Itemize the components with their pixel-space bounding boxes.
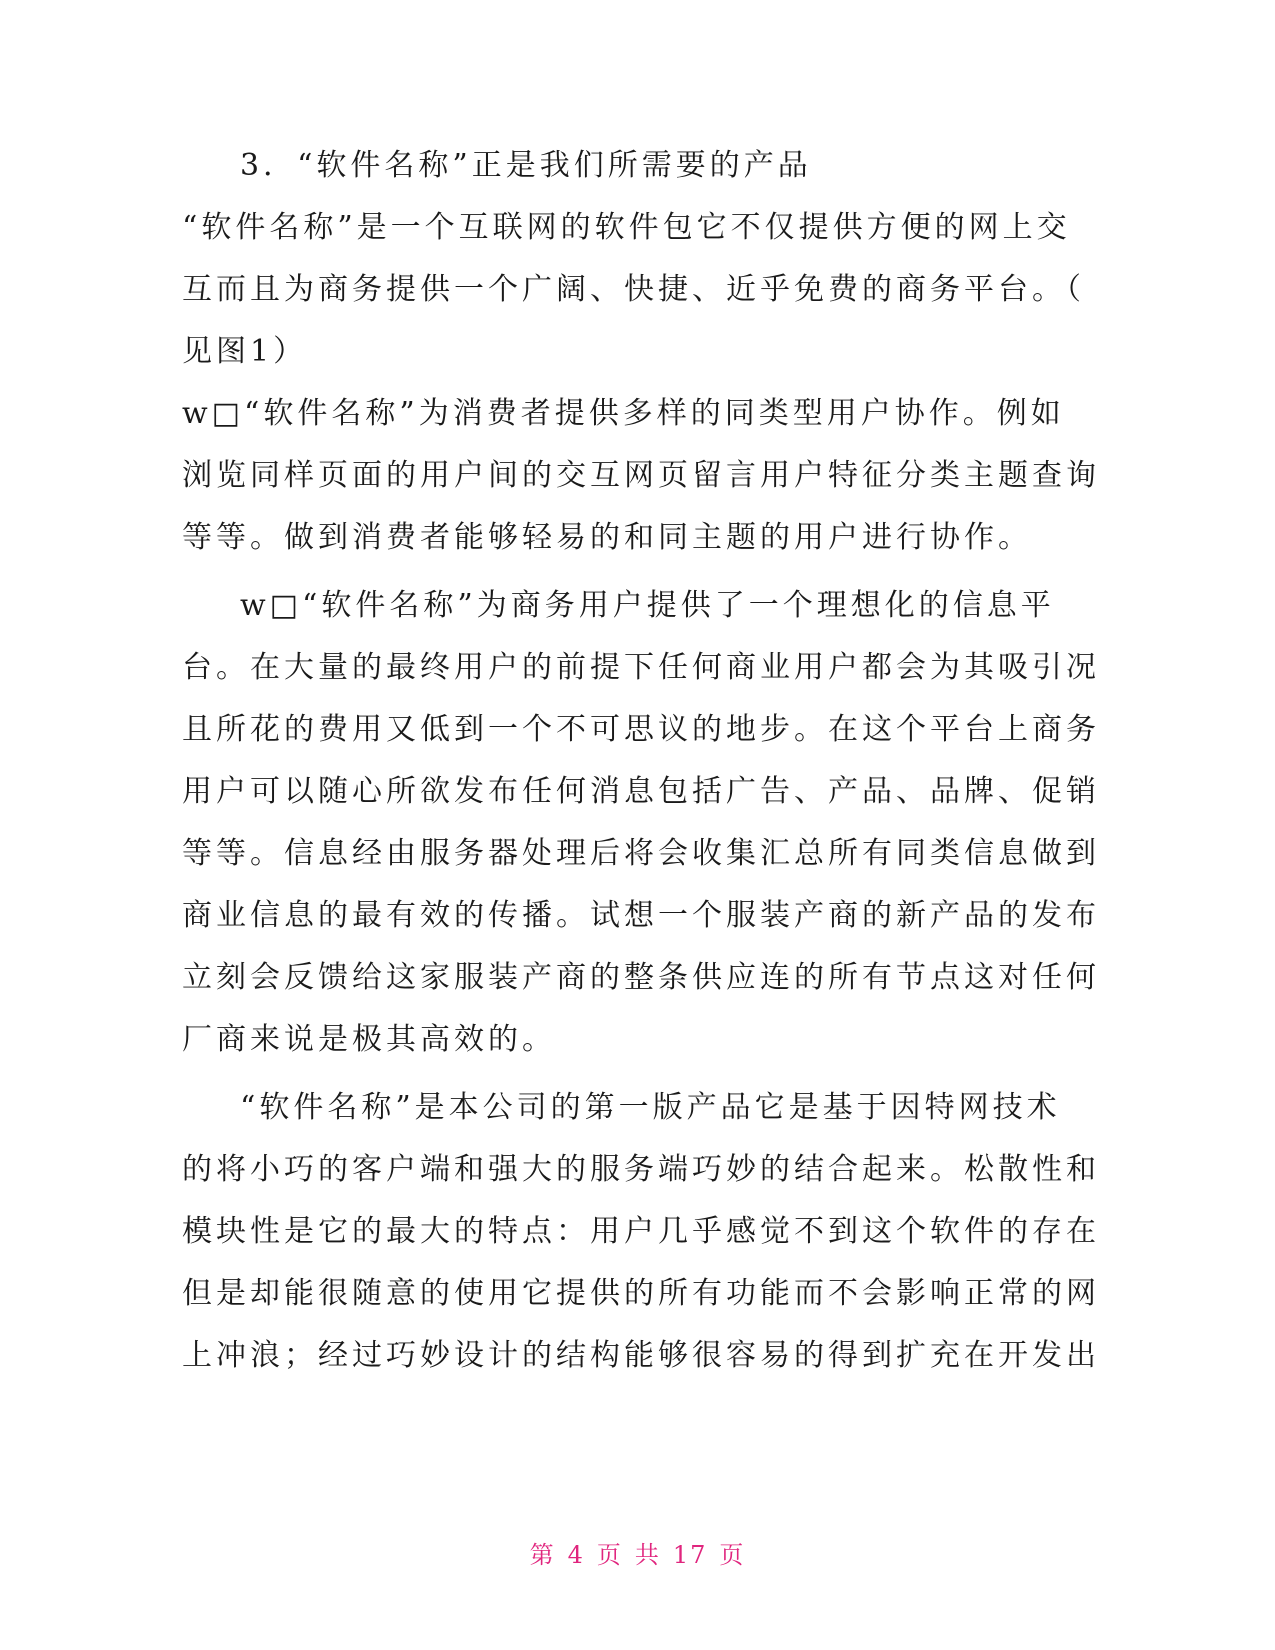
paragraph-line: 等等。信息经由服务器处理后将会收集汇总所有同类信息做到: [182, 836, 1100, 871]
footer-suffix: 页: [719, 1541, 746, 1569]
paragraph-line: 商业信息的最有效的传播。试想一个服装产商的新产品的发布: [182, 898, 1100, 933]
paragraph-line: “软件名称”是一个互联网的软件包它不仅提供方便的网上交: [182, 210, 1071, 245]
paragraph-line: w□“软件名称”为消费者提供多样的同类型用户协作。例如: [182, 396, 1065, 431]
paragraph-1: [182, 197, 1085, 383]
paragraph-line: w□“软件名称”为商务用户提供了一个理想化的信息平: [240, 588, 1055, 623]
paragraph-line: 见图1）: [182, 334, 308, 369]
paragraph-line: 的将小巧的客户端和强大的服务端巧妙的结合起来。松散性和: [182, 1152, 1100, 1187]
paragraph-line: 台。在大量的最终用户的前提下任何商业用户都会为其吸引况: [182, 650, 1100, 685]
paragraph-3: [182, 575, 1100, 1071]
paragraph-line: “软件名称”是本公司的第一版产品它是基于因特网技术: [240, 1090, 1061, 1125]
paragraph-line: 但是却能很随意的使用它提供的所有功能而不会影响正常的网: [182, 1276, 1100, 1311]
footer-page-label: 页: [596, 1541, 623, 1569]
paragraph-2: [182, 383, 1100, 569]
document-page: [182, 130, 1100, 1387]
total-pages-number: 17: [672, 1541, 708, 1569]
paragraph-line: 模块性是它的最大的特点：用户几乎感觉不到这个软件的存在: [182, 1214, 1100, 1249]
page-footer: [0, 1535, 1275, 1570]
paragraph-line: 立刻会反馈给这家服装产商的整条供应连的所有节点这对任何: [182, 960, 1100, 995]
footer-prefix: 第: [529, 1541, 556, 1569]
paragraph-line: 上冲浪；经过巧妙设计的结构能够很容易的得到扩充在开发出: [182, 1338, 1100, 1373]
paragraph-line: 且所花的费用又低到一个不可思议的地步。在这个平台上商务: [182, 712, 1100, 747]
paragraph-line: 用户可以随心所欲发布任何消息包括广告、产品、品牌、促销: [182, 774, 1100, 809]
paragraph-line: 浏览同样页面的用户间的交互网页留言用户特征分类主题查询: [182, 458, 1100, 493]
paragraph-4: [182, 1077, 1100, 1387]
current-page-number: 4: [567, 1541, 585, 1569]
paragraph-line: 厂商来说是极其高效的。: [182, 1022, 556, 1057]
paragraph-line: 互而且为商务提供一个广阔、快捷、近乎免费的商务平台。（: [182, 272, 1085, 307]
footer-total-label: 共: [634, 1541, 661, 1569]
paragraph-line: 等等。做到消费者能够轻易的和同主题的用户进行协作。: [182, 520, 1032, 555]
section-heading: 3．“软件名称”正是我们所需要的产品: [240, 148, 812, 183]
